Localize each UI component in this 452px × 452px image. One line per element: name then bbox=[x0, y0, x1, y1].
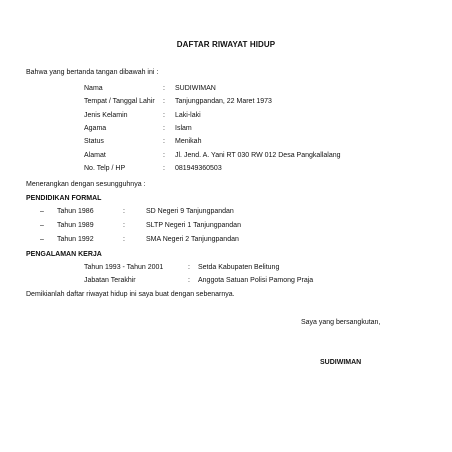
identity-value: Menikah bbox=[175, 138, 202, 145]
work-colon: : bbox=[188, 264, 190, 271]
identity-colon: : bbox=[163, 152, 165, 159]
intro-text: Bahwa yang bertanda tangan dibawah ini : bbox=[26, 69, 159, 76]
statement-text: Menerangkan dengan sesungguhnya : bbox=[26, 181, 146, 188]
identity-label: Tempat / Tanggal Lahir bbox=[84, 98, 155, 105]
work-value: Setda Kabupaten Belitung bbox=[198, 264, 280, 271]
identity-label: No. Telp / HP bbox=[84, 165, 126, 172]
identity-value: SUDIWIMAN bbox=[175, 85, 216, 92]
identity-value: Tanjungpandan, 22 Maret 1973 bbox=[175, 98, 272, 105]
document-title: DAFTAR RIWAYAT HIDUP bbox=[176, 40, 276, 49]
identity-colon: : bbox=[163, 85, 165, 92]
identity-value: 081949360503 bbox=[175, 165, 222, 172]
identity-colon: : bbox=[163, 138, 165, 145]
identity-label: Agama bbox=[84, 125, 107, 132]
identity-colon: : bbox=[163, 165, 165, 172]
education-school: SMA Negeri 2 Tanjungpandan bbox=[146, 236, 239, 243]
education-heading: PENDIDIKAN FORMAL bbox=[26, 195, 102, 202]
closing-text: Demikianlah daftar riwayat hidup ini saya buat dengan sebenarnya. bbox=[26, 291, 235, 298]
identity-label: Jenis Kelamin bbox=[84, 112, 128, 119]
work-value: Anggota Satuan Polisi Pamong Praja bbox=[198, 277, 314, 284]
identity-label: Nama bbox=[84, 85, 103, 92]
identity-colon: : bbox=[163, 98, 165, 105]
work-colon: : bbox=[188, 277, 190, 284]
identity-label: Alamat bbox=[84, 152, 106, 159]
education-school: SD Negeri 9 Tanjungpandan bbox=[146, 208, 234, 215]
identity-value: Jl. Jend. A. Yani RT 030 RW 012 Desa Pangkallalang bbox=[175, 152, 341, 159]
education-school: SLTP Negeri 1 Tanjungpandan bbox=[146, 222, 241, 229]
work-label: Jabatan Terakhir bbox=[84, 277, 136, 284]
identity-value: Islam bbox=[175, 125, 192, 132]
bullet-dash: – bbox=[40, 236, 44, 243]
identity-label: Status bbox=[84, 138, 104, 145]
bullet-dash: – bbox=[40, 208, 44, 215]
education-colon: : bbox=[123, 236, 125, 243]
education-year: Tahun 1986 bbox=[57, 208, 94, 215]
identity-value: Laki-laki bbox=[175, 112, 201, 119]
signature-name: SUDIWIMAN bbox=[320, 359, 362, 366]
education-year: Tahun 1992 bbox=[57, 236, 94, 243]
work-heading: PENGALAMAN KERJA bbox=[26, 251, 102, 258]
work-label: Tahun 1993 - Tahun 2001 bbox=[84, 264, 164, 271]
identity-colon: : bbox=[163, 125, 165, 132]
bullet-dash: – bbox=[40, 222, 44, 229]
signature-line: Saya yang bersangkutan, bbox=[301, 319, 381, 326]
education-colon: : bbox=[123, 222, 125, 229]
education-colon: : bbox=[123, 208, 125, 215]
education-year: Tahun 1989 bbox=[57, 222, 94, 229]
identity-colon: : bbox=[163, 112, 165, 119]
